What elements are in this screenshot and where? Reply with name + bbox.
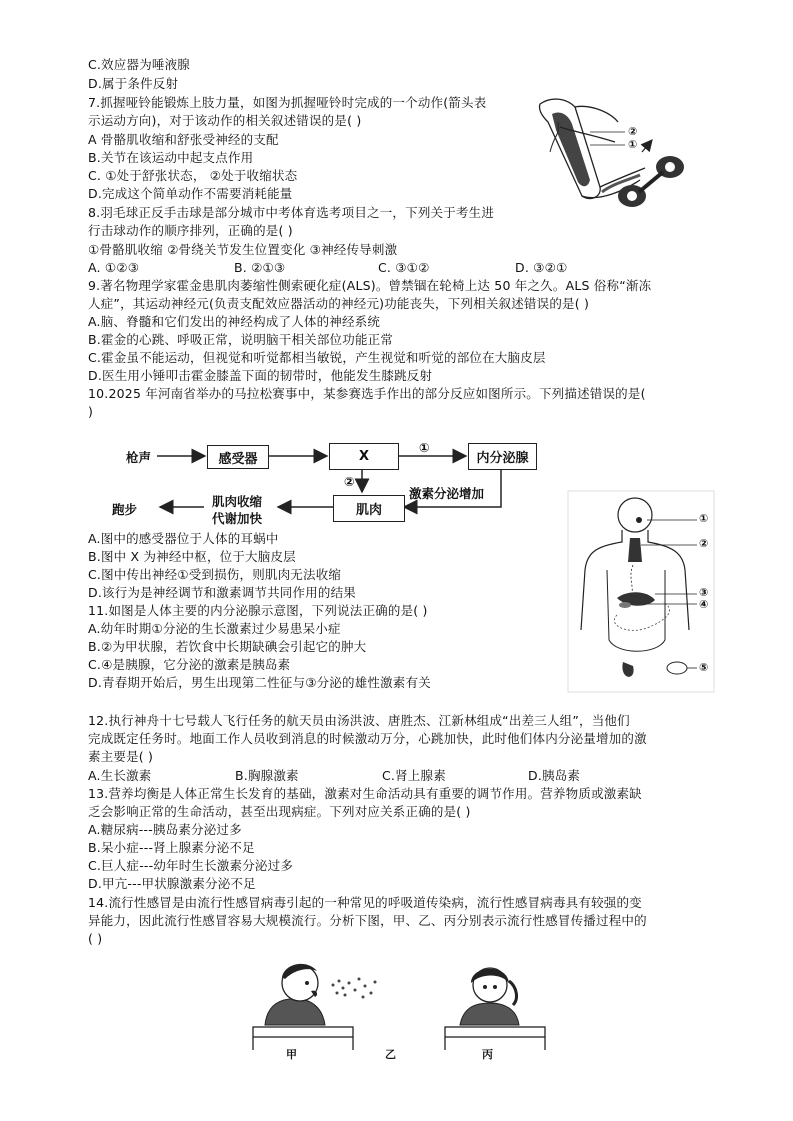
gland-label-2: ② [699,537,709,550]
question-8-option: B. ②①③ [234,260,286,275]
arm-label-1: ① [628,138,638,151]
text-line: D.属于条件反射 [88,76,179,91]
question-12-stem: 完成既定任务时。地面工作人员收到消息的时候激动万分，心跳加快，此时他们体内分泌量增加的激 [88,731,647,746]
question-12-option: C.肾上腺素 [382,768,446,783]
question-9-stem: 9.著名物理学家霍金患肌肉萎缩性侧索硬化症(ALS)。曾禁锢在轮椅上达 50 年之久。ALS 俗称“渐冻 [88,278,652,293]
question-13-option: B.呆小症---肾上腺素分泌不足 [88,840,255,855]
question-14-stem: 14.流行性感冒是由流行性感冒病毒引起的一种常见的呼吸道传染病，流行性感冒病毒具有较强的变 [88,895,642,910]
question-7-stem: 7.抓握哑铃能锻炼上肢力量，如图为抓握哑铃时完成的一个动作(箭头表 [88,95,487,110]
question-10-option: D.该行为是神经调节和激素调节共同作用的结果 [88,585,356,600]
question-7-option: A 骨骼肌收缩和舒张受神经的支配 [88,132,279,147]
arm-label-2: ② [628,125,638,138]
question-13-stem: 乏会影响正常的生命活动，甚至出现病症。下列对应关系正确的是( ) [88,804,471,819]
question-8-stem: 8.羽毛球正反手击球是部分城市中考体育选考项目之一，下列关于考生进 [88,205,495,220]
question-14-stem: 异能力，因此流行性感冒容易大规模流行。分析下图，甲、乙、丙分别表示流行性感冒传播过程中的 [88,913,647,928]
question-10-option: C.图中传出神经①受到损伤，则肌肉无法收缩 [88,567,342,582]
question-10-stem: 10.2025 年河南省举办的马拉松赛事中，某参赛选手作出的部分反应如图所示。下列描述错误的是( [88,386,646,401]
question-9-option: C.霍金虽不能运动，但视觉和听觉都相当敏锐，产生视觉和听觉的部位在大脑皮层 [88,350,546,365]
question-12-stem: 素主要是( ) [88,749,154,764]
gland-box [468,443,537,470]
question-8-items: ①骨骼肌收缩 ②骨绕关节发生位置变化 ③神经传导刺激 [88,242,398,257]
question-14-stem: ( ) [88,931,103,946]
question-13-option: D.甲亢---甲状腺激素分泌不足 [88,876,256,891]
question-11-option: A.幼年时期①分泌的生长激素过少易患呆小症 [88,621,341,636]
muscle-box [333,495,405,522]
question-10-stem: ) [88,404,94,419]
gland-label-1: ① [699,512,709,525]
reaction-flow-diagram-arrows [0,0,793,560]
question-11-option: C.④是胰腺，它分泌的激素是胰岛素 [88,657,291,672]
question-12-stem: 12.执行神舟十七号载人飞行任务的航天员由汤洪波、唐胜杰、江新林组成“出差三人组”，当他们 [88,713,630,728]
nerve-2-label: ② [344,474,355,489]
x-label: X [358,449,370,464]
gland-label-5: ⑤ [699,661,709,674]
arm-dumbbell-figure [530,92,700,212]
receptor-box [207,445,269,469]
effect-label: 代谢加快 [212,511,263,526]
question-13-option: C.巨人症---幼年时生长激素分泌过多 [88,858,294,873]
muscle-label: 肌肉 [355,503,382,518]
endocrine-glands-figure [567,490,717,695]
question-8-option: A. ①②③ [88,260,140,275]
person-label-yi: 乙 [385,1048,396,1061]
flow-end-label: 跑步 [112,502,138,517]
gland-label-4: ④ [699,598,709,611]
question-9-option: A.脑、脊髓和它们发出的神经构成了人体的神经系统 [88,314,381,329]
question-9-option: D.医生用小锤叩击霍金膝盖下面的韧带时，他能发生膝跳反射 [88,368,433,383]
question-13-option: A.糖尿病---胰岛素分泌过多 [88,822,242,837]
question-11-option: D.青春期开始后，男生出现第二性征与③分泌的雄性激素有关 [88,675,431,690]
question-12-option: A.生长激素 [88,768,152,783]
question-10-option: B.图中 X 为神经中枢，位于大脑皮层 [88,549,296,564]
question-11-option: B.②为甲状腺，若饮食中长期缺碘会引起它的肿大 [88,639,367,654]
gland-label: 内分泌腺 [476,451,529,466]
question-8-option: C. ③①② [378,260,430,275]
question-7-option: C. ①处于舒张状态， ②处于收缩状态 [88,168,298,183]
question-12-option: D.胰岛素 [528,768,581,783]
gland-label-3: ③ [699,586,709,599]
question-7-option: B.关节在该运动中起支点作用 [88,150,254,165]
hormone-label: 激素分泌增加 [409,486,485,501]
question-10-option: A.图中的感受器位于人体的耳蜗中 [88,531,279,546]
question-7-stem: 示运动方向)，对于该动作的相关叙述错误的是( ) [88,113,362,128]
x-box [329,443,399,470]
question-8-option: D. ③②① [515,260,568,275]
nerve-1-label: ① [419,440,430,455]
person-label-bing: 丙 [482,1048,493,1061]
receptor-label: 感受器 [218,451,258,467]
person-label-jia: 甲 [286,1048,297,1061]
flow-start-label: 枪声 [126,450,152,465]
question-11-stem: 11.如图是人体主要的内分泌腺示意图，下列说法正确的是( ) [88,603,428,618]
question-9-stem: 人症”，其运动神经元(负责支配效应器活动的神经元)功能丧失，下列相关叙述错误的是( ) [88,296,590,311]
question-7-option: D.完成这个简单动作不需要消耗能量 [88,186,293,201]
effect-label: 肌肉收缩 [212,494,263,509]
question-8-stem: 行击球动作的顺序排列，正确的是( ) [88,223,293,238]
text-line: C.效应器为唾液腺 [88,57,191,72]
question-9-option: B.霍金的心跳、呼吸正常，说明脑干相关部位功能正常 [88,332,394,347]
question-12-option: B.胸腺激素 [235,768,299,783]
question-13-stem: 13.营养均衡是人体正常生长发育的基础，激素对生命活动具有重要的调节作用。营养物质或激素缺 [88,786,642,801]
